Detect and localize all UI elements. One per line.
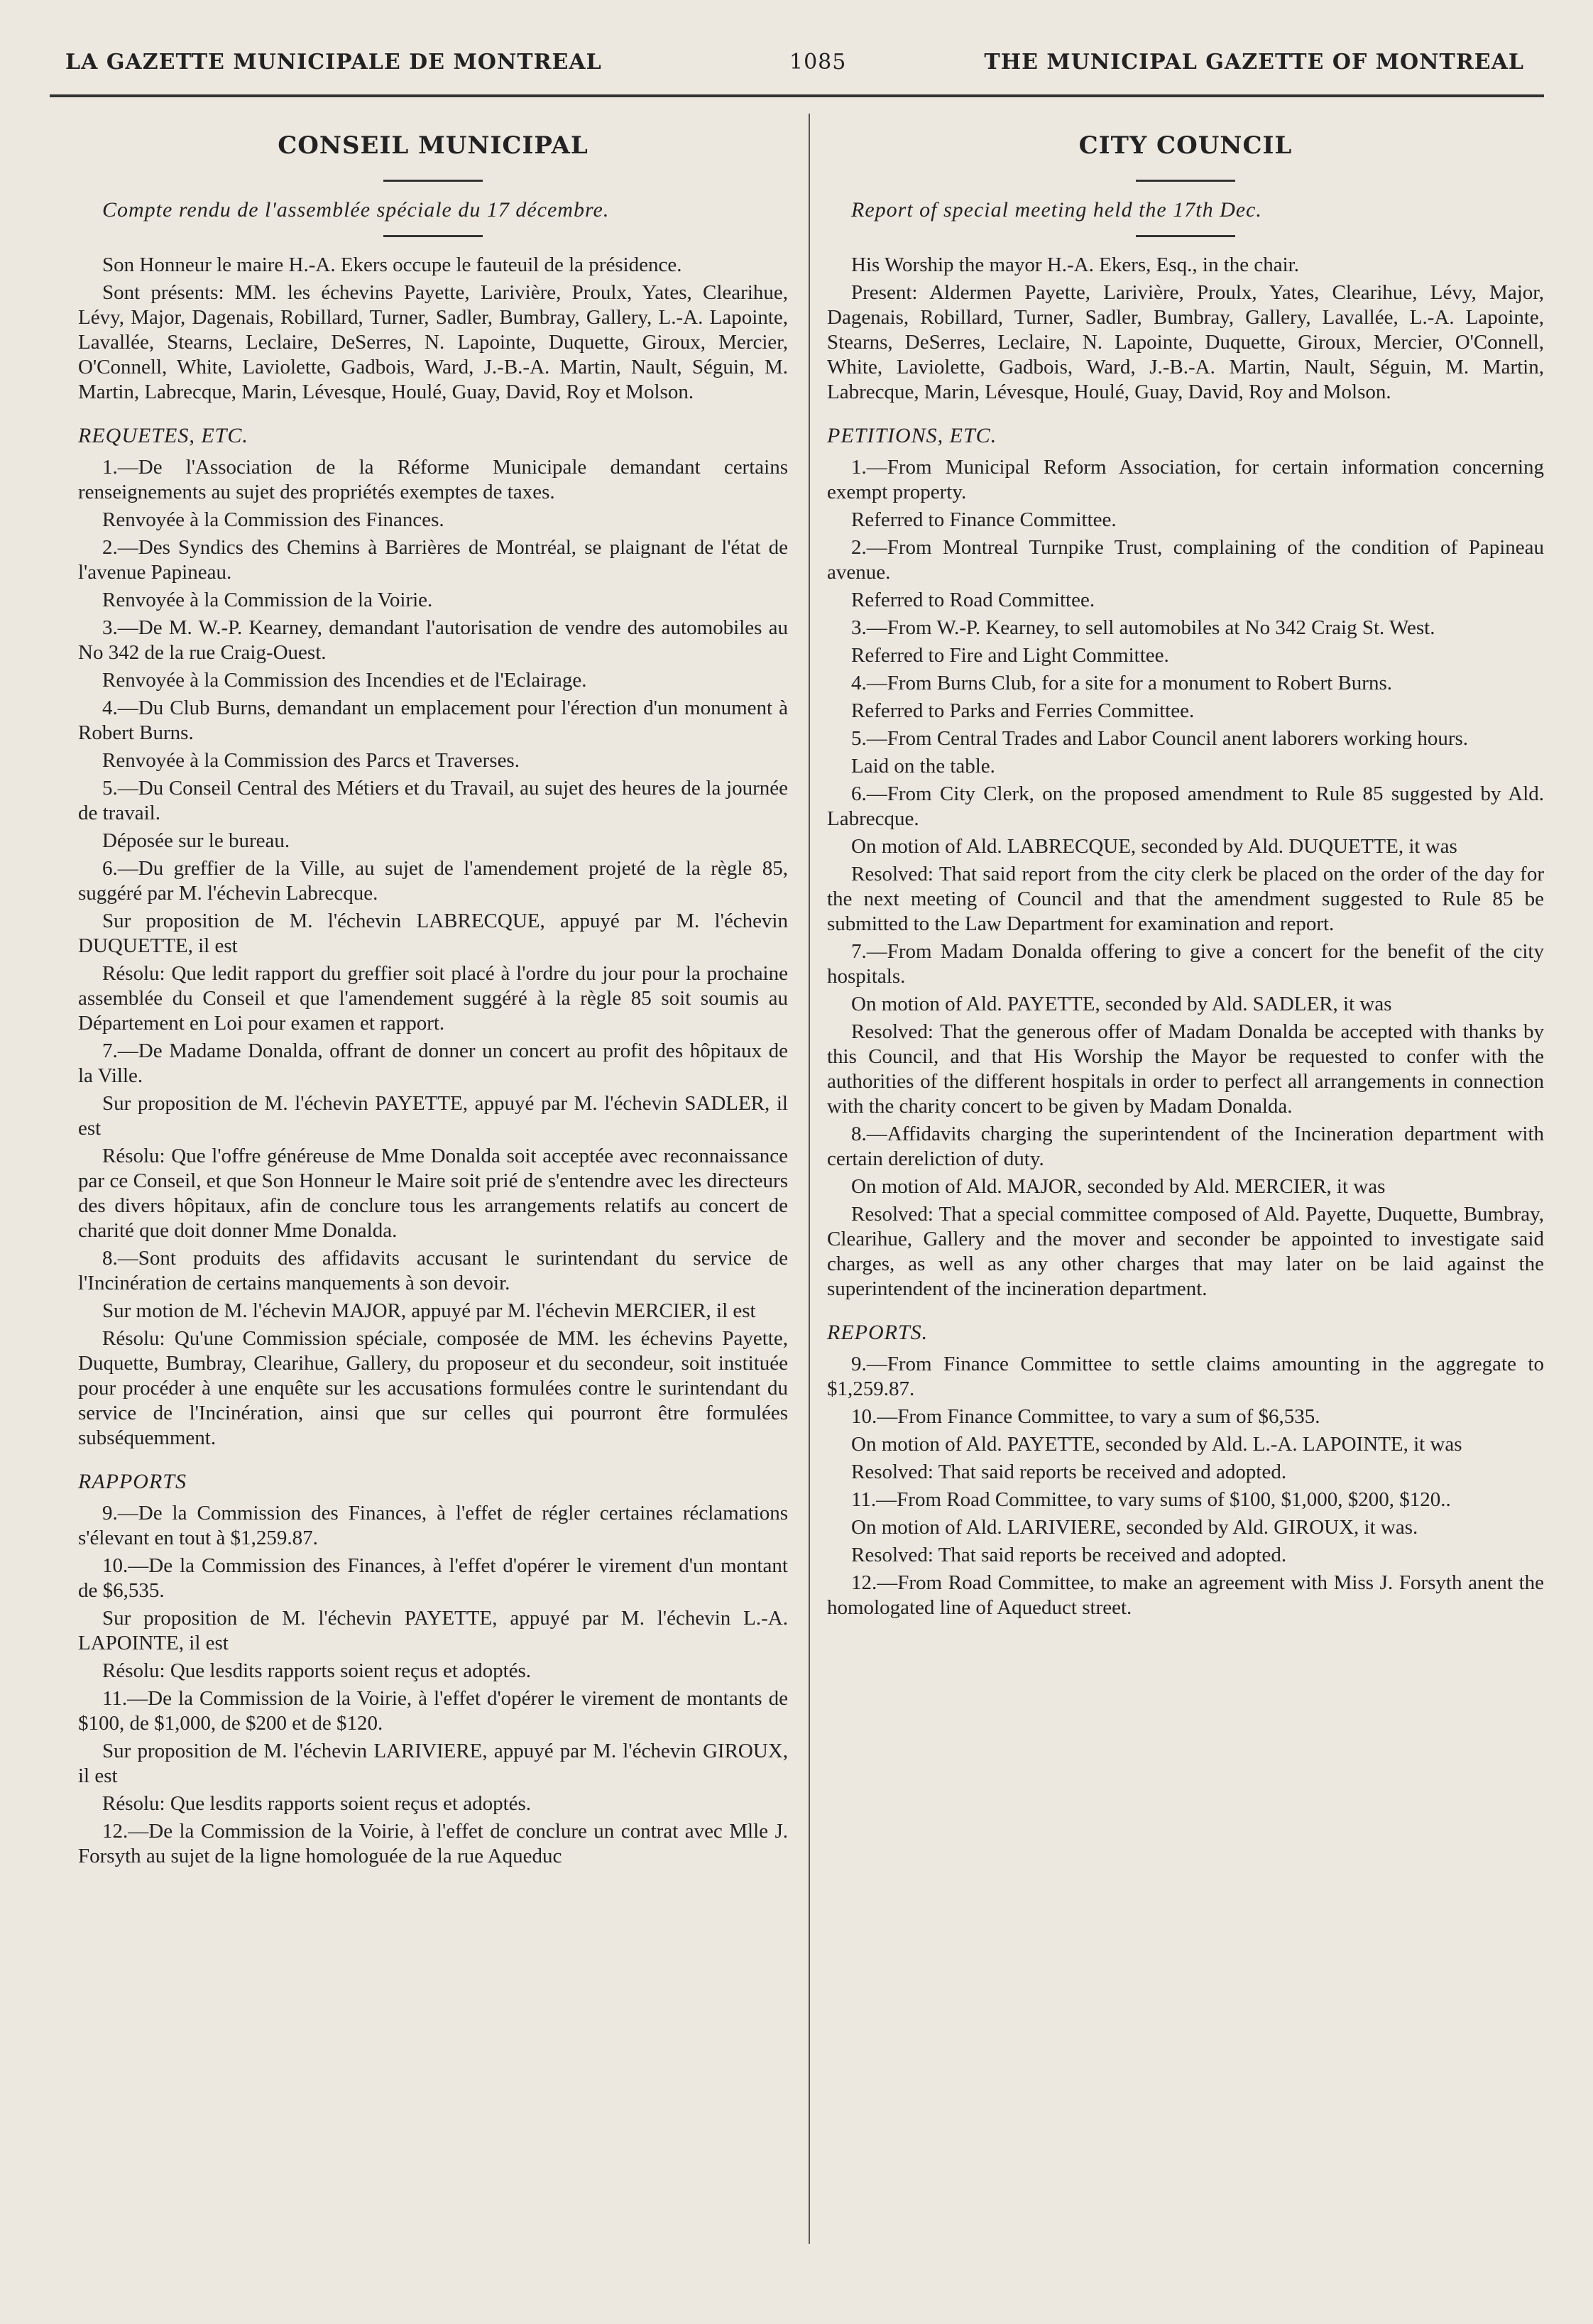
paragraph: Sur proposition de M. l'échevin PAYETTE, appuyé par M. l'échevin L.-A. LAPOINTE, il est [78, 1607, 788, 1654]
running-header [65, 50, 1524, 85]
english-column [827, 124, 1544, 1623]
paragraph: 4.—From Burns Club, for a site for a monument to Robert Burns. [851, 672, 1392, 694]
paragraph: Resolved: That the generous offer of Madam Donalda be accepted with thanks by this Council, and that His Worship the Mayor be requested to confer with the authorities of the different hospitals in order to perfect all arrangements in connection with the charity concert to be given by Madam Donalda. [827, 1020, 1544, 1118]
subtitle-rule [1136, 235, 1235, 237]
paragraph: 5.—From Central Trades and Labor Council anent laborers working hours. [851, 727, 1469, 750]
paragraph: Résolu: Qu'une Commission spéciale, composée de MM. les échevins Payette, Duquette, Bumbray, Clearihue, Gallery, du proposeur et du secondeur, soit instituée pour procéder à une enquête sur les accusations formulées contre le surintendant du service de l'Incinération, ainsi que sur celles qui pourront être formulées subséquemment. [78, 1327, 788, 1449]
paragraph: Sur proposition de M. l'échevin LARIVIERE, appuyé par M. l'échevin GIROUX, il est [78, 1740, 788, 1787]
paragraph: Son Honneur le maire H.-A. Ekers occupe le fauteuil de la présidence. [102, 253, 682, 276]
french-subtitle: Compte rendu de l'assemblée spéciale du 17 décembre. [102, 198, 610, 222]
column-divider [809, 114, 810, 2244]
paragraph: Present: Aldermen Payette, Larivière, Proulx, Yates, Clearihue, Lévy, Major, Dagenais, Robillard, Turner, Sadler, Bumbray, Gallery, Lavallée, L.-A. Lapointe, Stearns, DeSerres, Leclaire, N. Lapointe, Duquette, Giroux, Mercier, O'Connell, White, Laviolette, Gadbois, Ward, J.-B.-A. Martin, Nault, Séguin, M. Martin, Labrecque, Marin, Lévesque, Houlé, Guay, David, Roy and Molson. [827, 281, 1544, 403]
paragraph: 7.—De Madame Donalda, offrant de donner un concert au profit des hôpitaux de la Ville. [78, 1040, 788, 1087]
paragraph: On motion of Ald. PAYETTE, seconded by Ald. L.-A. LAPOINTE, it was [851, 1433, 1462, 1456]
paragraph: On motion of Ald. MAJOR, seconded by Ald. MERCIER, it was [851, 1175, 1386, 1198]
paragraph: Referred to Parks and Ferries Committee. [851, 699, 1195, 722]
paragraph: Referred to Finance Committee. [851, 508, 1117, 531]
paragraph: Sur proposition de M. l'échevin PAYETTE, appuyé par M. l'échevin SADLER, il est [78, 1092, 788, 1140]
paragraph: 10.—From Finance Committee, to vary a sum of $6,535. [851, 1405, 1320, 1428]
paragraph: Referred to Fire and Light Committee. [851, 644, 1169, 667]
paragraph: Renvoyée à la Commission des Finances. [102, 508, 444, 531]
paragraph: 11.—From Road Committee, to vary sums of $100, $1,000, $200, $120.. [851, 1488, 1451, 1511]
paragraph: 9.—From Finance Committee to settle claims amounting in the aggregate to $1,259.87. [827, 1353, 1544, 1400]
french-column [78, 124, 788, 1872]
section-heading: PETITIONS, ETC. [827, 424, 997, 447]
section-heading: REQUETES, ETC. [78, 424, 248, 447]
paragraph: 6.—Du greffier de la Ville, au sujet de l'amendement projeté de la règle 85, suggéré par M. l'échevin Labrecque. [78, 857, 788, 905]
section-heading: REPORTS. [827, 1321, 929, 1344]
paragraph: Sur motion de M. l'échevin MAJOR, appuyé par M. l'échevin MERCIER, il est [102, 1299, 756, 1322]
paragraph: Laid on the table. [851, 755, 995, 778]
french-title: CONSEIL MUNICIPAL [278, 131, 589, 160]
paragraph: On motion of Ald. PAYETTE, seconded by Ald. SADLER, it was [851, 993, 1392, 1015]
paragraph: Referred to Road Committee. [851, 589, 1095, 611]
section-heading: RAPPORTS [78, 1470, 187, 1493]
paragraph: 7.—From Madam Donalda offering to give a concert for the benefit of the city hospitals. [827, 940, 1544, 988]
paragraph: Resolved: That said reports be received and adopted. [851, 1461, 1287, 1483]
paragraph: Résolu: Que ledit rapport du greffier soit placé à l'ordre du jour pour la prochaine assemblée du Conseil et que l'amendement suggéré à la règle 85 soit soumis au Département en Loi pour examen et rapport. [78, 962, 788, 1035]
paragraph: Resolved: That said reports be received and adopted. [851, 1544, 1287, 1566]
title-rule [383, 180, 483, 182]
paragraph: 1.—De l'Association de la Réforme Municipale demandant certains renseignements au sujet des propriétés exemptes de taxes. [78, 456, 788, 503]
paragraph: 8.—Sont produits des affidavits accusant le surintendant du service de l'Incinération de certains manquements à son devoir. [78, 1247, 788, 1294]
paragraph: 1.—From Municipal Reform Association, for certain information concerning exempt property. [827, 456, 1544, 503]
paragraph: Renvoyée à la Commission de la Voirie. [102, 589, 433, 611]
paragraph: 6.—From City Clerk, on the proposed amendment to Rule 85 suggested by Ald. Labrecque. [827, 782, 1544, 830]
paragraph: Resolved: That said report from the city clerk be placed on the order of the day for the next meeting of Council and that the amendment suggested to Rule 85 be submitted to the Law Department for examination and report. [827, 863, 1544, 935]
paragraph: 8.—Affidavits charging the superintendent of the Incineration department with certain dereliction of duty. [827, 1123, 1544, 1170]
subtitle-rule [383, 235, 483, 237]
paragraph: 3.—De M. W.-P. Kearney, demandant l'autorisation de vendre des automobiles au No 342 de la rue Craig-Ouest. [78, 616, 788, 664]
paragraph: 4.—Du Club Burns, demandant un emplacement pour l'érection d'un monument à Robert Burns. [78, 697, 788, 744]
paragraph: Resolved: That a special committee composed of Ald. Payette, Duquette, Bumbray, Clearihue, Gallery and the mover and seconder be appointed to investigate said charges, as well as any other charges that may later on be laid against the superintendent of the incineration department. [827, 1203, 1544, 1300]
paragraph: Résolu: Que lesdits rapports soient reçus et adoptés. [102, 1659, 532, 1682]
paragraph: 2.—Des Syndics des Chemins à Barrières de Montréal, se plaignant de l'état de l'avenue Papineau. [78, 536, 788, 584]
paragraph: 10.—De la Commission des Finances, à l'effet d'opérer le virement d'un montant de $6,535. [78, 1554, 788, 1602]
paragraph: Déposée sur le bureau. [102, 829, 290, 852]
paragraph: 12.—De la Commission de la Voirie, à l'effet de conclure un contrat avec Mlle J. Forsyth au sujet de la ligne homologuée de la rue Aqueduc [78, 1820, 788, 1867]
paragraph: Renvoyée à la Commission des Incendies et de l'Eclairage. [102, 669, 587, 692]
page-number: 1085 [789, 50, 847, 75]
paragraph: Renvoyée à la Commission des Parcs et Traverses. [102, 749, 520, 772]
paragraph: 11.—De la Commission de la Voirie, à l'effet d'opérer le virement de montants de $100, de $1,000, de $200 et de $120. [78, 1687, 788, 1735]
paragraph: 3.—From W.-P. Kearney, to sell automobiles at No 342 Craig St. West. [851, 616, 1435, 639]
paragraph: 12.—From Road Committee, to make an agreement with Miss J. Forsyth anent the homologated line of Aqueduct street. [827, 1571, 1544, 1619]
paragraph: His Worship the mayor H.-A. Ekers, Esq., in the chair. [851, 253, 1299, 276]
paragraph: On motion of Ald. LABRECQUE, seconded by Ald. DUQUETTE, it was [851, 835, 1457, 858]
title-rule [1136, 180, 1235, 182]
paragraph: 9.—De la Commission des Finances, à l'effet de régler certaines réclamations s'élevant en tout à $1,259.87. [78, 1502, 788, 1549]
paragraph: Sont présents: MM. les échevins Payette, Larivière, Proulx, Yates, Clearihue, Lévy, Major, Dagenais, Robillard, Turner, Sadler, Bumbray, Gallery, L.-A. Lapointe, Lavallée, Stearns, Leclaire, DeSerres, N. Lapointe, Duquette, Giroux, Mercier, O'Connell, White, Laviolette, Gadbois, Ward, J.-B.-A. Martin, Nault, Séguin, M. Martin, Labrecque, Marin, Lévesque, Houlé, Guay, David, Roy et Molson. [78, 281, 788, 403]
header-rule [50, 94, 1544, 97]
paragraph: On motion of Ald. LARIVIERE, seconded by Ald. GIROUX, it was. [851, 1516, 1418, 1539]
english-subtitle: Report of special meeting held the 17th Dec. [851, 198, 1262, 222]
paragraph: 5.—Du Conseil Central des Métiers et du Travail, au sujet des heures de la journée de travail. [78, 777, 788, 824]
english-title: CITY COUNCIL [1078, 131, 1293, 160]
paragraph: 2.—From Montreal Turnpike Trust, complaining of the condition of Papineau avenue. [827, 536, 1544, 584]
header-right-title: THE MUNICIPAL GAZETTE OF MONTREAL [984, 50, 1524, 75]
header-left-title: LA GAZETTE MUNICIPALE DE MONTREAL [65, 50, 602, 75]
paragraph: Résolu: Que lesdits rapports soient reçus et adoptés. [102, 1792, 532, 1815]
paragraph: Sur proposition de M. l'échevin LABRECQUE, appuyé par M. l'échevin DUQUETTE, il est [78, 910, 788, 957]
paragraph: Résolu: Que l'offre généreuse de Mme Donalda soit acceptée avec reconnaissance par ce Conseil, et que Son Honneur le Maire soit prié de s'entendre avec les directeurs des divers hôpitaux, afin de conclure tous les arrangements relatifs au concert de charité que doit donner Mme Donalda. [78, 1145, 788, 1242]
